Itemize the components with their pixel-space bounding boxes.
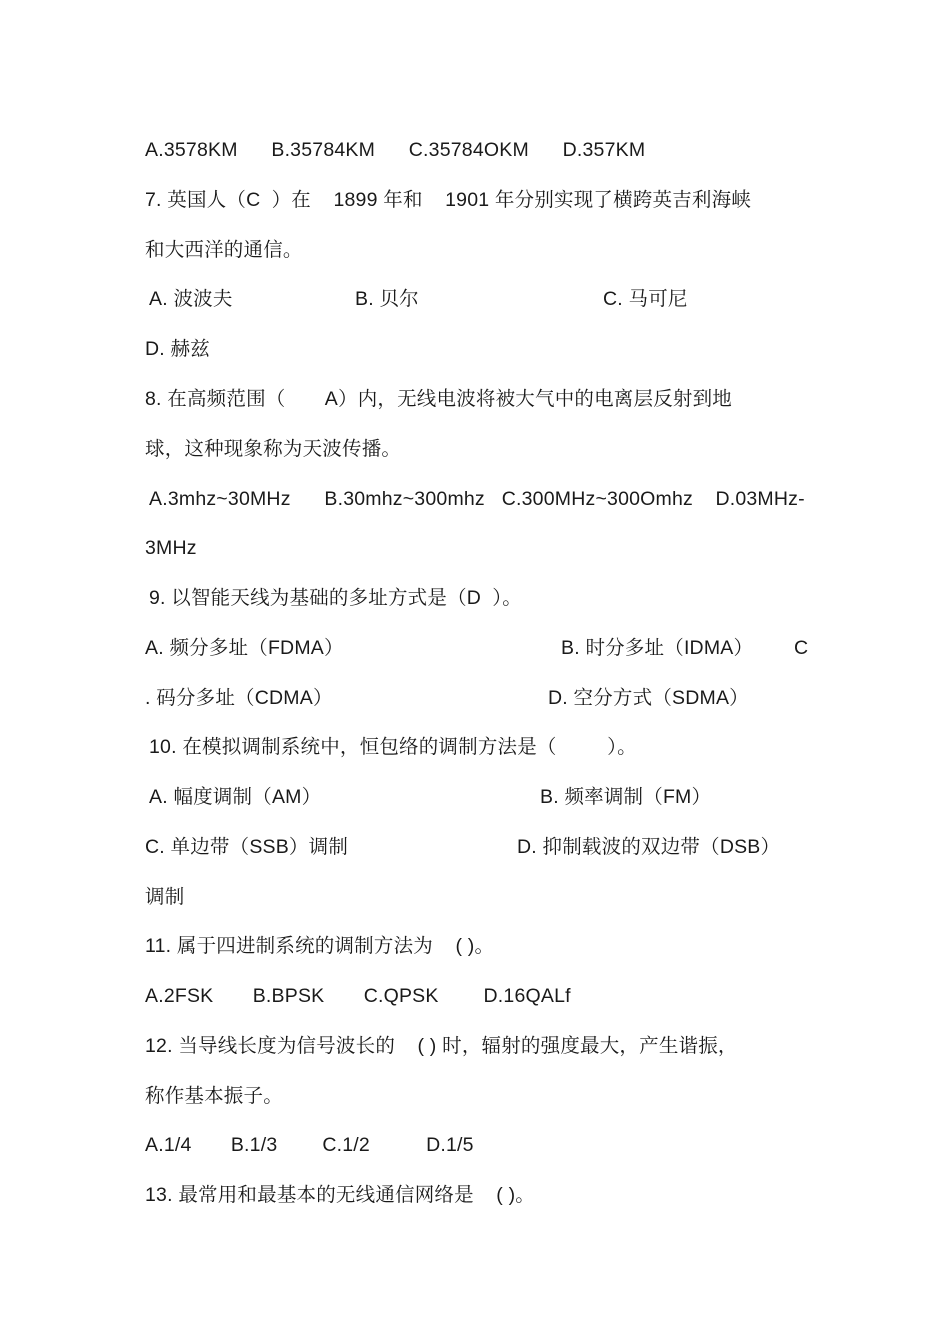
- q9-option-a: A. 频分多址（FDMA）: [145, 637, 344, 659]
- q10-option-d-cont: 调制: [145, 886, 185, 908]
- q10-option-a: A. 幅度调制（AM）: [149, 786, 322, 808]
- q9-stem: 9. 以智能天线为基础的多址方式是（D ）。: [149, 587, 522, 609]
- q10-option-c: C. 单边带（SSB）调制: [145, 836, 349, 858]
- q8-options-cont: 3MHz: [145, 537, 197, 559]
- q8-stem: 8. 在高频范围（ A）内，无线电波将被大气中的电离层反射到地: [145, 388, 733, 410]
- q7-stem: 7. 英国人（C ）在 1899 年和 1901 年分别实现了横跨英吉利海峡: [145, 189, 752, 211]
- q8-options: A.3mhz~30MHz B.30mhz~300mhz C.300MHz~300Omhz D.03MHz-: [149, 488, 805, 510]
- q7-stem-cont: 和大西洋的通信。: [145, 239, 303, 261]
- q7-option-b: B. 贝尔: [355, 288, 419, 310]
- q7-option-d: D. 赫兹: [145, 338, 210, 360]
- q12-options: A.1/4 B.1/3 C.1/2 D.1/5: [145, 1134, 474, 1156]
- q7-option-a: A. 波波夫: [149, 288, 233, 310]
- q9-option-c-letter: C: [794, 637, 809, 659]
- q12-stem-cont: 称作基本振子。: [145, 1085, 283, 1107]
- q8-stem-cont: 球，这种现象称为天波传播。: [145, 438, 402, 460]
- q9-option-c: . 码分多址（CDMA）: [145, 687, 333, 709]
- q10-stem: 10. 在模拟调制系统中，恒包络的调制方法是（ ）。: [149, 736, 637, 758]
- q9-option-b: B. 时分多址（IDMA）: [561, 637, 754, 659]
- q9-option-d: D. 空分方式（SDMA）: [548, 687, 749, 709]
- q11-stem: 11. 属于四进制系统的调制方法为 ( )。: [145, 935, 495, 957]
- q13-stem: 13. 最常用和最基本的无线通信网络是 ( )。: [145, 1184, 536, 1206]
- q7-option-c: C. 马可尼: [603, 288, 688, 310]
- q10-option-b: B. 频率调制（FM）: [540, 786, 712, 808]
- q10-option-d: D. 抑制载波的双边带（DSB）: [517, 836, 781, 858]
- q11-options: A.2FSK B.BPSK C.QPSK D.16QALf: [145, 985, 571, 1007]
- q6-options: A.3578KM B.35784KM C.35784OKM D.357KM: [145, 139, 646, 161]
- q12-stem: 12. 当导线长度为信号波长的 ( ) 时，辐射的强度最大，产生谐振，: [145, 1035, 738, 1057]
